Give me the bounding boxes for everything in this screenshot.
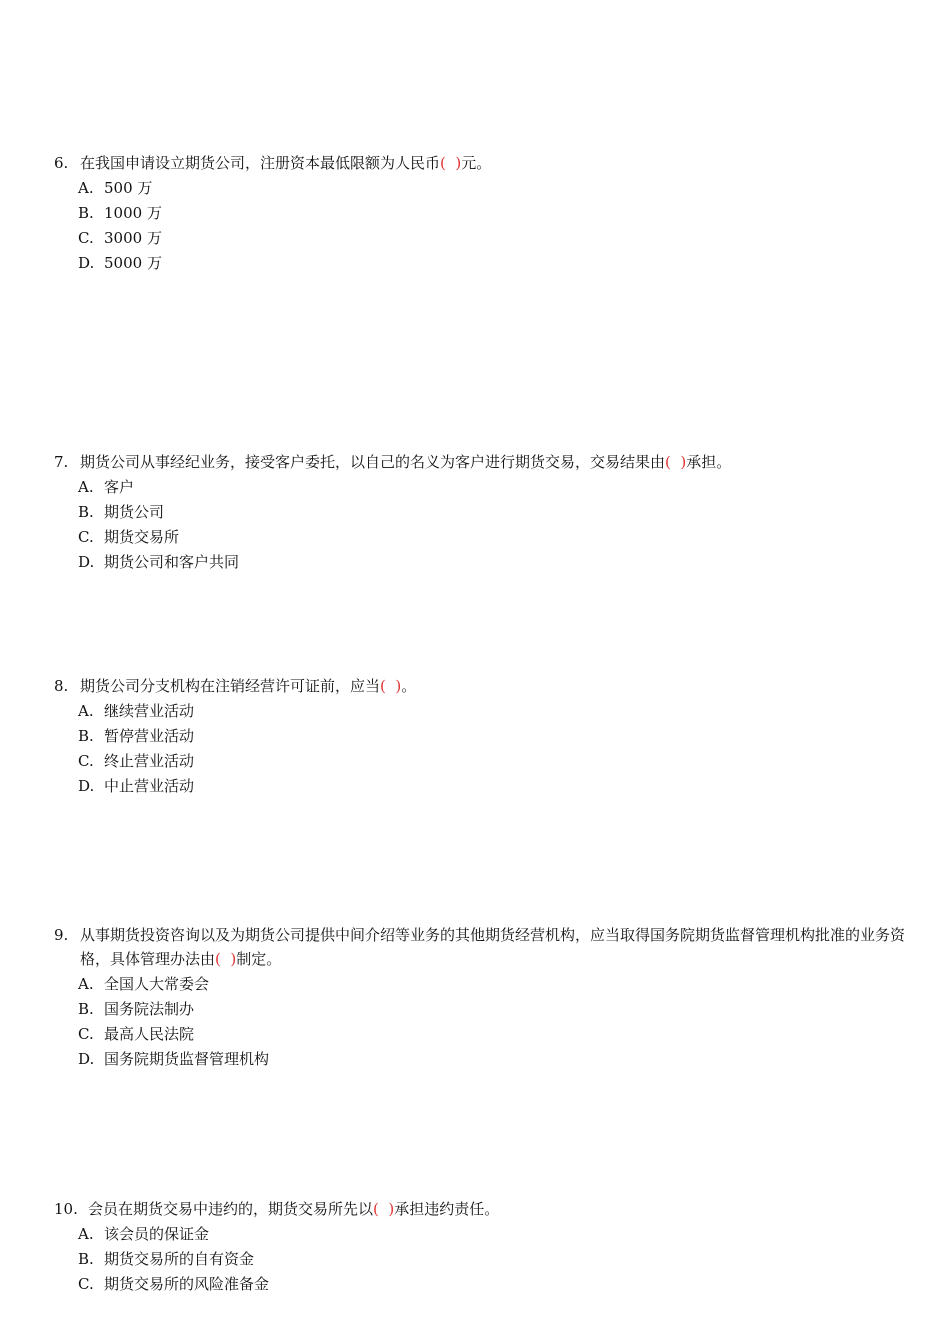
option-list <box>78 972 914 1072</box>
stem-text: 在我国申请设立期货公司，注册资本最低限额为人民币 <box>80 154 441 172</box>
option-list <box>78 176 914 276</box>
answer-blank-open: ( <box>380 677 386 695</box>
option-d <box>78 1047 914 1072</box>
option-letter: B. <box>78 1250 94 1268</box>
option-text: 全国人大常委会 <box>104 975 210 993</box>
answer-blank-close: ) <box>680 453 687 471</box>
option-text: 期货交易所的自有资金 <box>104 1250 255 1268</box>
option-letter: B. <box>78 1000 94 1018</box>
option-b <box>78 724 914 749</box>
answer-blank-close: ) <box>455 154 462 172</box>
option-c <box>78 525 914 550</box>
option-text: 期货交易所的风险准备金 <box>104 1275 270 1293</box>
option-letter: B. <box>78 503 94 521</box>
option-list <box>78 1222 914 1297</box>
answer-blank-close: ) <box>395 677 402 695</box>
question-stem <box>54 1197 914 1221</box>
option-a <box>78 1222 914 1247</box>
option-c <box>78 749 914 774</box>
question-stem <box>54 450 914 474</box>
option-text: 3000 万 <box>104 229 162 247</box>
option-text: 该会员的保证金 <box>104 1225 210 1243</box>
option-letter: C. <box>78 229 94 247</box>
answer-blank <box>386 677 396 695</box>
option-a <box>78 176 914 201</box>
option-text: 期货公司 <box>104 503 165 521</box>
stem-text: 从事期货投资咨询以及为期货公司提供中间介绍等业务的其他期货经营机构，应当取得国务院期货监督管理机构批准的业务资格，具体管理办法由 <box>80 926 906 968</box>
option-text: 继续营业活动 <box>104 702 195 720</box>
option-letter: C. <box>78 1025 94 1043</box>
stem-text: 期货公司从事经纪业务，接受客户委托，以自己的名义为客户进行期货交易，交易结果由 <box>80 453 666 471</box>
stem-text-end: 承担违约责任。 <box>394 1200 500 1218</box>
answer-blank-close: ) <box>230 950 237 968</box>
answer-blank-close: ) <box>388 1200 395 1218</box>
stem-text-end: 承担。 <box>686 453 732 471</box>
option-letter: A. <box>78 975 94 993</box>
answer-blank <box>671 453 681 471</box>
stem-text: 会员在期货交易中违约的，期货交易所先以 <box>88 1200 374 1218</box>
stem-text-end: 。 <box>401 677 417 695</box>
option-list <box>78 475 914 575</box>
option-text: 国务院期货监督管理机构 <box>104 1050 270 1068</box>
option-letter: D. <box>78 553 95 571</box>
question-number: 7. <box>54 453 69 471</box>
stem-text-end: 制定。 <box>236 950 282 968</box>
option-list <box>78 699 914 799</box>
question-9 <box>54 923 914 1072</box>
option-text: 最高人民法院 <box>104 1025 195 1043</box>
option-text: 1000 万 <box>104 204 162 222</box>
option-letter: A. <box>78 1225 94 1243</box>
option-letter: D. <box>78 1050 95 1068</box>
option-text: 国务院法制办 <box>104 1000 195 1018</box>
option-b <box>78 997 914 1022</box>
option-b <box>78 500 914 525</box>
option-letter: C. <box>78 1275 94 1293</box>
option-letter: A. <box>78 179 94 197</box>
question-6 <box>54 151 914 276</box>
option-letter: A. <box>78 478 94 496</box>
question-stem <box>54 674 914 698</box>
answer-blank-open: ( <box>440 154 446 172</box>
option-text: 客户 <box>104 478 135 496</box>
answer-blank <box>446 154 456 172</box>
option-text: 期货交易所 <box>104 528 180 546</box>
option-b <box>78 201 914 226</box>
option-c <box>78 1272 914 1297</box>
option-text: 期货公司和客户共同 <box>104 553 240 571</box>
option-letter: A. <box>78 702 94 720</box>
option-a <box>78 972 914 997</box>
question-number: 8. <box>54 677 69 695</box>
question-number: 9. <box>54 926 69 944</box>
option-letter: B. <box>78 727 94 745</box>
answer-blank-open: ( <box>373 1200 379 1218</box>
option-letter: D. <box>78 777 95 795</box>
question-stem <box>54 923 914 971</box>
option-text: 终止营业活动 <box>104 752 195 770</box>
question-7 <box>54 450 914 575</box>
option-c <box>78 1022 914 1047</box>
option-b <box>78 1247 914 1272</box>
option-text: 中止营业活动 <box>104 777 195 795</box>
option-letter: B. <box>78 204 94 222</box>
question-stem <box>54 151 914 175</box>
option-text: 500 万 <box>104 179 153 197</box>
question-10 <box>54 1197 914 1297</box>
option-a <box>78 699 914 724</box>
option-d <box>78 550 914 575</box>
option-letter: D. <box>78 254 95 272</box>
option-text: 5000 万 <box>104 254 162 272</box>
question-number: 10. <box>54 1200 78 1218</box>
option-text: 暂停营业活动 <box>104 727 195 745</box>
option-d <box>78 774 914 799</box>
question-8 <box>54 674 914 799</box>
option-a <box>78 475 914 500</box>
question-number: 6. <box>54 154 69 172</box>
answer-blank-open: ( <box>665 453 671 471</box>
answer-blank-open: ( <box>215 950 221 968</box>
stem-text-end: 元。 <box>461 154 492 172</box>
option-d <box>78 251 914 276</box>
answer-blank <box>221 950 231 968</box>
option-letter: C. <box>78 528 94 546</box>
option-letter: C. <box>78 752 94 770</box>
answer-blank <box>379 1200 389 1218</box>
option-c <box>78 226 914 251</box>
stem-text: 期货公司分支机构在注销经营许可证前，应当 <box>80 677 381 695</box>
